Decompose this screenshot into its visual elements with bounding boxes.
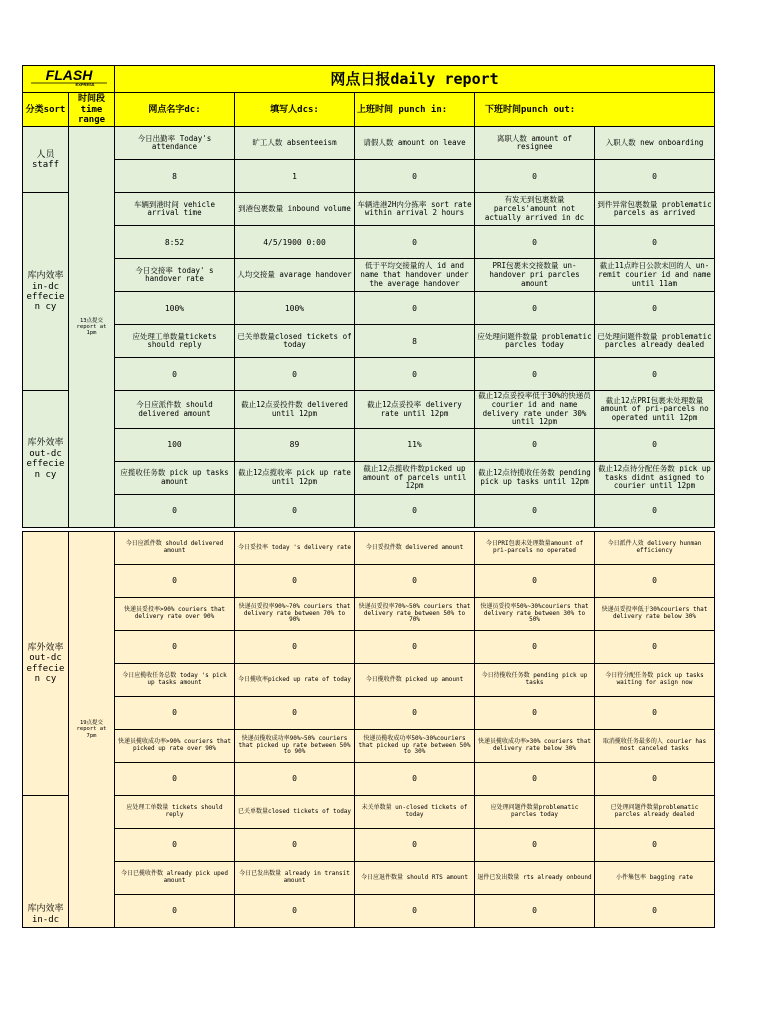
label-cell: 车辆到港时间 vehicle arrival time <box>115 193 235 226</box>
value-cell[interactable]: 0 <box>595 226 715 259</box>
label-cell: 请假人数 amount on leave <box>355 127 475 160</box>
label-cell: 今日已发出数量 already in transit amount <box>235 862 355 895</box>
value-cell[interactable]: 0 <box>115 829 235 862</box>
label-cell: 快递员妥投率50%~30%couriers that delivery rate between 30% to 50% <box>475 598 595 631</box>
label-cell: 今日妥投率 today 's delivery rate <box>235 532 355 565</box>
label-cell: 今日PRI包裹未处理数量amount of pri-parcels no operated <box>475 532 595 565</box>
time-note-7pm: 19点提交 report at 7pm <box>69 532 115 928</box>
value-cell[interactable]: 0 <box>235 565 355 598</box>
label-cell: 已关单数量closed tickets of today <box>235 796 355 829</box>
value-cell[interactable]: 8:52 <box>115 226 235 259</box>
label-cell: 截止12点待分配任务数 pick up tasks didnt asigned to courier until 12pm <box>595 461 715 494</box>
value-cell[interactable]: 0 <box>355 763 475 796</box>
value-cell[interactable]: 0 <box>115 895 235 928</box>
svg-text:FLASH: FLASH <box>45 67 93 83</box>
value-cell[interactable]: 89 <box>235 428 355 461</box>
label-cell: 取消揽收任务最多的人 courier has most canceled tasks <box>595 730 715 763</box>
label-cell: 截止12点揽收率 pick up rate until 12pm <box>235 461 355 494</box>
col-time-range-header: 时间段 time range <box>69 93 115 127</box>
value-cell[interactable]: 0 <box>475 763 595 796</box>
label-cell: 快递员妥投率70%~50% couriers that delivery rate between 50% to 70% <box>355 598 475 631</box>
value-cell[interactable]: 0 <box>355 631 475 664</box>
punch-out-field[interactable]: 下班时间punch out: <box>475 93 715 127</box>
value-cell[interactable]: 0 <box>115 494 235 527</box>
label-cell: 今日交接率 today' s handover rate <box>115 259 235 292</box>
label-cell: 应处理工单数量tickets should reply <box>115 325 235 358</box>
value-cell[interactable]: 0 <box>355 829 475 862</box>
value-cell[interactable]: 0 <box>595 494 715 527</box>
label-cell: 小件集包率 bagging rate <box>595 862 715 895</box>
label-cell: 截止12点妥投件数 delivered until 12pm <box>235 391 355 429</box>
label-cell: 今日应派件数 should delivered amount <box>115 532 235 565</box>
value-cell[interactable]: 0 <box>595 763 715 796</box>
label-cell: 快递员揽收成功率>90% couriers that picked up rate over 90% <box>115 730 235 763</box>
label-cell: 今日揽收率picked up rate of today <box>235 664 355 697</box>
value-cell[interactable]: 0 <box>595 292 715 325</box>
value-cell[interactable]: 0 <box>355 565 475 598</box>
flash-logo <box>23 66 115 93</box>
label-cell: 今日应退件数量 should RTS amount <box>355 862 475 895</box>
label-cell: 已关单数量closed tickets of today <box>235 325 355 358</box>
label-cell: 快递员揽收成功率90%~50% couriers that picked up rate between 50% to 90% <box>235 730 355 763</box>
report-title: 网点日报daily report <box>115 66 715 93</box>
value-cell[interactable]: 11% <box>355 428 475 461</box>
label-cell: 入职人数 new onboarding <box>595 127 715 160</box>
value-cell[interactable]: 0 <box>595 428 715 461</box>
label-cell: 快递员妥投率90%~70% couriers that delivery rate between 70% to 90% <box>235 598 355 631</box>
value-cell[interactable]: 0 <box>595 631 715 664</box>
value-cell[interactable]: 100% <box>235 292 355 325</box>
daily-report-table-section2 <box>22 531 715 928</box>
label-cell: 今日派件人效 delivery hunman efficiency <box>595 532 715 565</box>
category-out-dc: 库外效率 out-dc effecien cy <box>23 391 69 528</box>
label-cell: 截止12点妥投率 delivery rate until 12pm <box>355 391 475 429</box>
value-cell[interactable]: 0 <box>355 160 475 193</box>
category-out-dc-evening: 库外效率 out-dc effecien cy <box>23 532 69 796</box>
label-cell: 今日待揽收任务数 pending pick up tasks <box>475 664 595 697</box>
label-cell: 离职人数 amount of resignee <box>475 127 595 160</box>
value-cell[interactable]: 100% <box>115 292 235 325</box>
value-cell[interactable]: 0 <box>235 494 355 527</box>
label-cell: 今日已揽收件数 already pick uped amount <box>115 862 235 895</box>
value-cell[interactable]: 1 <box>235 160 355 193</box>
label-cell: 应处理问题件数量 problematic parcles today <box>475 325 595 358</box>
time-note-1pm: 13点提交 report at 1pm <box>69 127 115 528</box>
label-cell: 已处理问题件数量 problematic parcles already dealed <box>595 325 715 358</box>
label-cell: 今日待分配任务数 pick up tasks waiting for asign now <box>595 664 715 697</box>
label-cell: 低于平均交接量的人 id and name that handover under the average handover <box>355 259 475 292</box>
value-cell[interactable]: 0 <box>235 829 355 862</box>
value-cell[interactable]: 0 <box>235 631 355 664</box>
value-cell[interactable]: 0 <box>475 631 595 664</box>
label-cell: 截止12点妥投率低于30%的快递员courier id and name delivery rate under 30% until 12pm <box>475 391 595 429</box>
punch-in-field[interactable]: 上班时间 punch in: <box>355 93 475 127</box>
flash-express-logo-icon <box>23 66 115 88</box>
value-cell[interactable]: 8 <box>115 160 235 193</box>
label-cell: 今日出勤率 Today's attendance <box>115 127 235 160</box>
label-cell: 退件已发出数量 rts already onbound <box>475 862 595 895</box>
label-cell: 应处理工单数量 tickets should reply <box>115 796 235 829</box>
label-cell: 截止12点PRI包裹未处理数量 amount of pri-parcels no operated until 12pm <box>595 391 715 429</box>
value-cell[interactable]: 4/5/1900 0:00 <box>235 226 355 259</box>
label-cell: 截止11点昨日公款未回的人 un-remit courier id and name until 11am <box>595 259 715 292</box>
category-in-dc: 库内效率 in-dc effecien cy <box>23 193 69 391</box>
value-cell[interactable]: 0 <box>475 226 595 259</box>
value-cell[interactable]: 0 <box>595 697 715 730</box>
label-cell: 快递员妥投率低于30%couriers that delivery rate below 30% <box>595 598 715 631</box>
svg-text:EXPRESS: EXPRESS <box>75 82 95 87</box>
value-cell[interactable]: 0 <box>115 763 235 796</box>
value-cell[interactable]: 0 <box>475 292 595 325</box>
label-cell: 截止12点揽收件数picked up amount of parcels until 12pm <box>355 461 475 494</box>
label-cell: 截止12点待揽收任务数 pending pick up tasks until 12pm <box>475 461 595 494</box>
value-cell[interactable]: 0 <box>595 829 715 862</box>
value-cell[interactable]: 0 <box>475 829 595 862</box>
value-cell[interactable]: 0 <box>235 763 355 796</box>
value-cell[interactable]: 0 <box>235 697 355 730</box>
label-cell: 未关单数量 un-closed tickets of today <box>355 796 475 829</box>
label-cell: 应处理问题件数量problematic parcles today <box>475 796 595 829</box>
col-category-header: 分类sort <box>23 93 69 127</box>
label-cell: 今日应揽收任务总数 today 's pick up tasks amount <box>115 664 235 697</box>
label-cell: 有发无到包裹数量 parcels'amount not actually arrived in dc <box>475 193 595 226</box>
value-cell[interactable]: 0 <box>475 565 595 598</box>
value-cell[interactable]: 0 <box>595 358 715 391</box>
label-cell: 快递员揽收成功率50%~30%couriers that picked up rate between 50% to 30% <box>355 730 475 763</box>
value-cell[interactable]: 0 <box>115 631 235 664</box>
value-cell[interactable]: 0 <box>355 358 475 391</box>
label-cell: 到港包裹数量 inbound volume <box>235 193 355 226</box>
value-cell[interactable]: 0 <box>595 160 715 193</box>
value-cell[interactable]: 0 <box>475 160 595 193</box>
category-staff: 人员 staff <box>23 127 69 193</box>
label-cell: 车辆进港2H内分拣率 sort rate within arrival 2 hours <box>355 193 475 226</box>
value-cell[interactable]: 0 <box>355 292 475 325</box>
value-cell[interactable]: 0 <box>115 358 235 391</box>
value-cell[interactable]: 0 <box>475 358 595 391</box>
label-cell: 人均交接量 avarage handover <box>235 259 355 292</box>
value-cell[interactable]: 0 <box>235 358 355 391</box>
value-cell[interactable]: 0 <box>355 494 475 527</box>
label-cell: 今日妥投件数 delivered amount <box>355 532 475 565</box>
value-cell[interactable]: 0 <box>475 428 595 461</box>
branch-name-field[interactable]: 网点名字dc: <box>115 93 235 127</box>
value-cell[interactable]: 0 <box>355 226 475 259</box>
label-cell: 今日揽收件数 picked up amount <box>355 664 475 697</box>
label-cell: 快递员揽收成功率>30% couriers that delivery rate below 30% <box>475 730 595 763</box>
label-cell: 快递员妥投率>90% couriers that delivery rate over 90% <box>115 598 235 631</box>
value-cell[interactable]: 0 <box>235 895 355 928</box>
value-cell[interactable]: 0 <box>475 895 595 928</box>
value-cell[interactable]: 100 <box>115 428 235 461</box>
label-cell: 应揽收任务数 pick up tasks amount <box>115 461 235 494</box>
value-cell[interactable]: 0 <box>355 895 475 928</box>
label-cell: 到件异常包裹数量 problematic parcels as arrived <box>595 193 715 226</box>
value-cell[interactable]: 8 <box>355 325 475 358</box>
label-cell: 已处理问题件数量problematic parcles already dealed <box>595 796 715 829</box>
value-cell[interactable]: 0 <box>595 565 715 598</box>
value-cell[interactable]: 0 <box>115 565 235 598</box>
value-cell[interactable]: 0 <box>475 697 595 730</box>
value-cell[interactable]: 0 <box>115 697 235 730</box>
filler-name-field[interactable]: 填写人dcs: <box>235 93 355 127</box>
value-cell[interactable]: 0 <box>595 895 715 928</box>
category-in-dc-evening: 库内效率 in-dc <box>23 796 69 928</box>
value-cell[interactable]: 0 <box>355 697 475 730</box>
value-cell[interactable]: 0 <box>475 494 595 527</box>
label-cell: 今日应派件数 should delivered amount <box>115 391 235 429</box>
label-cell: 旷工人数 absenteeism <box>235 127 355 160</box>
daily-report-table-section1 <box>22 65 715 528</box>
label-cell: PRI包裹未交接数量 un-handover pri parcles amount <box>475 259 595 292</box>
